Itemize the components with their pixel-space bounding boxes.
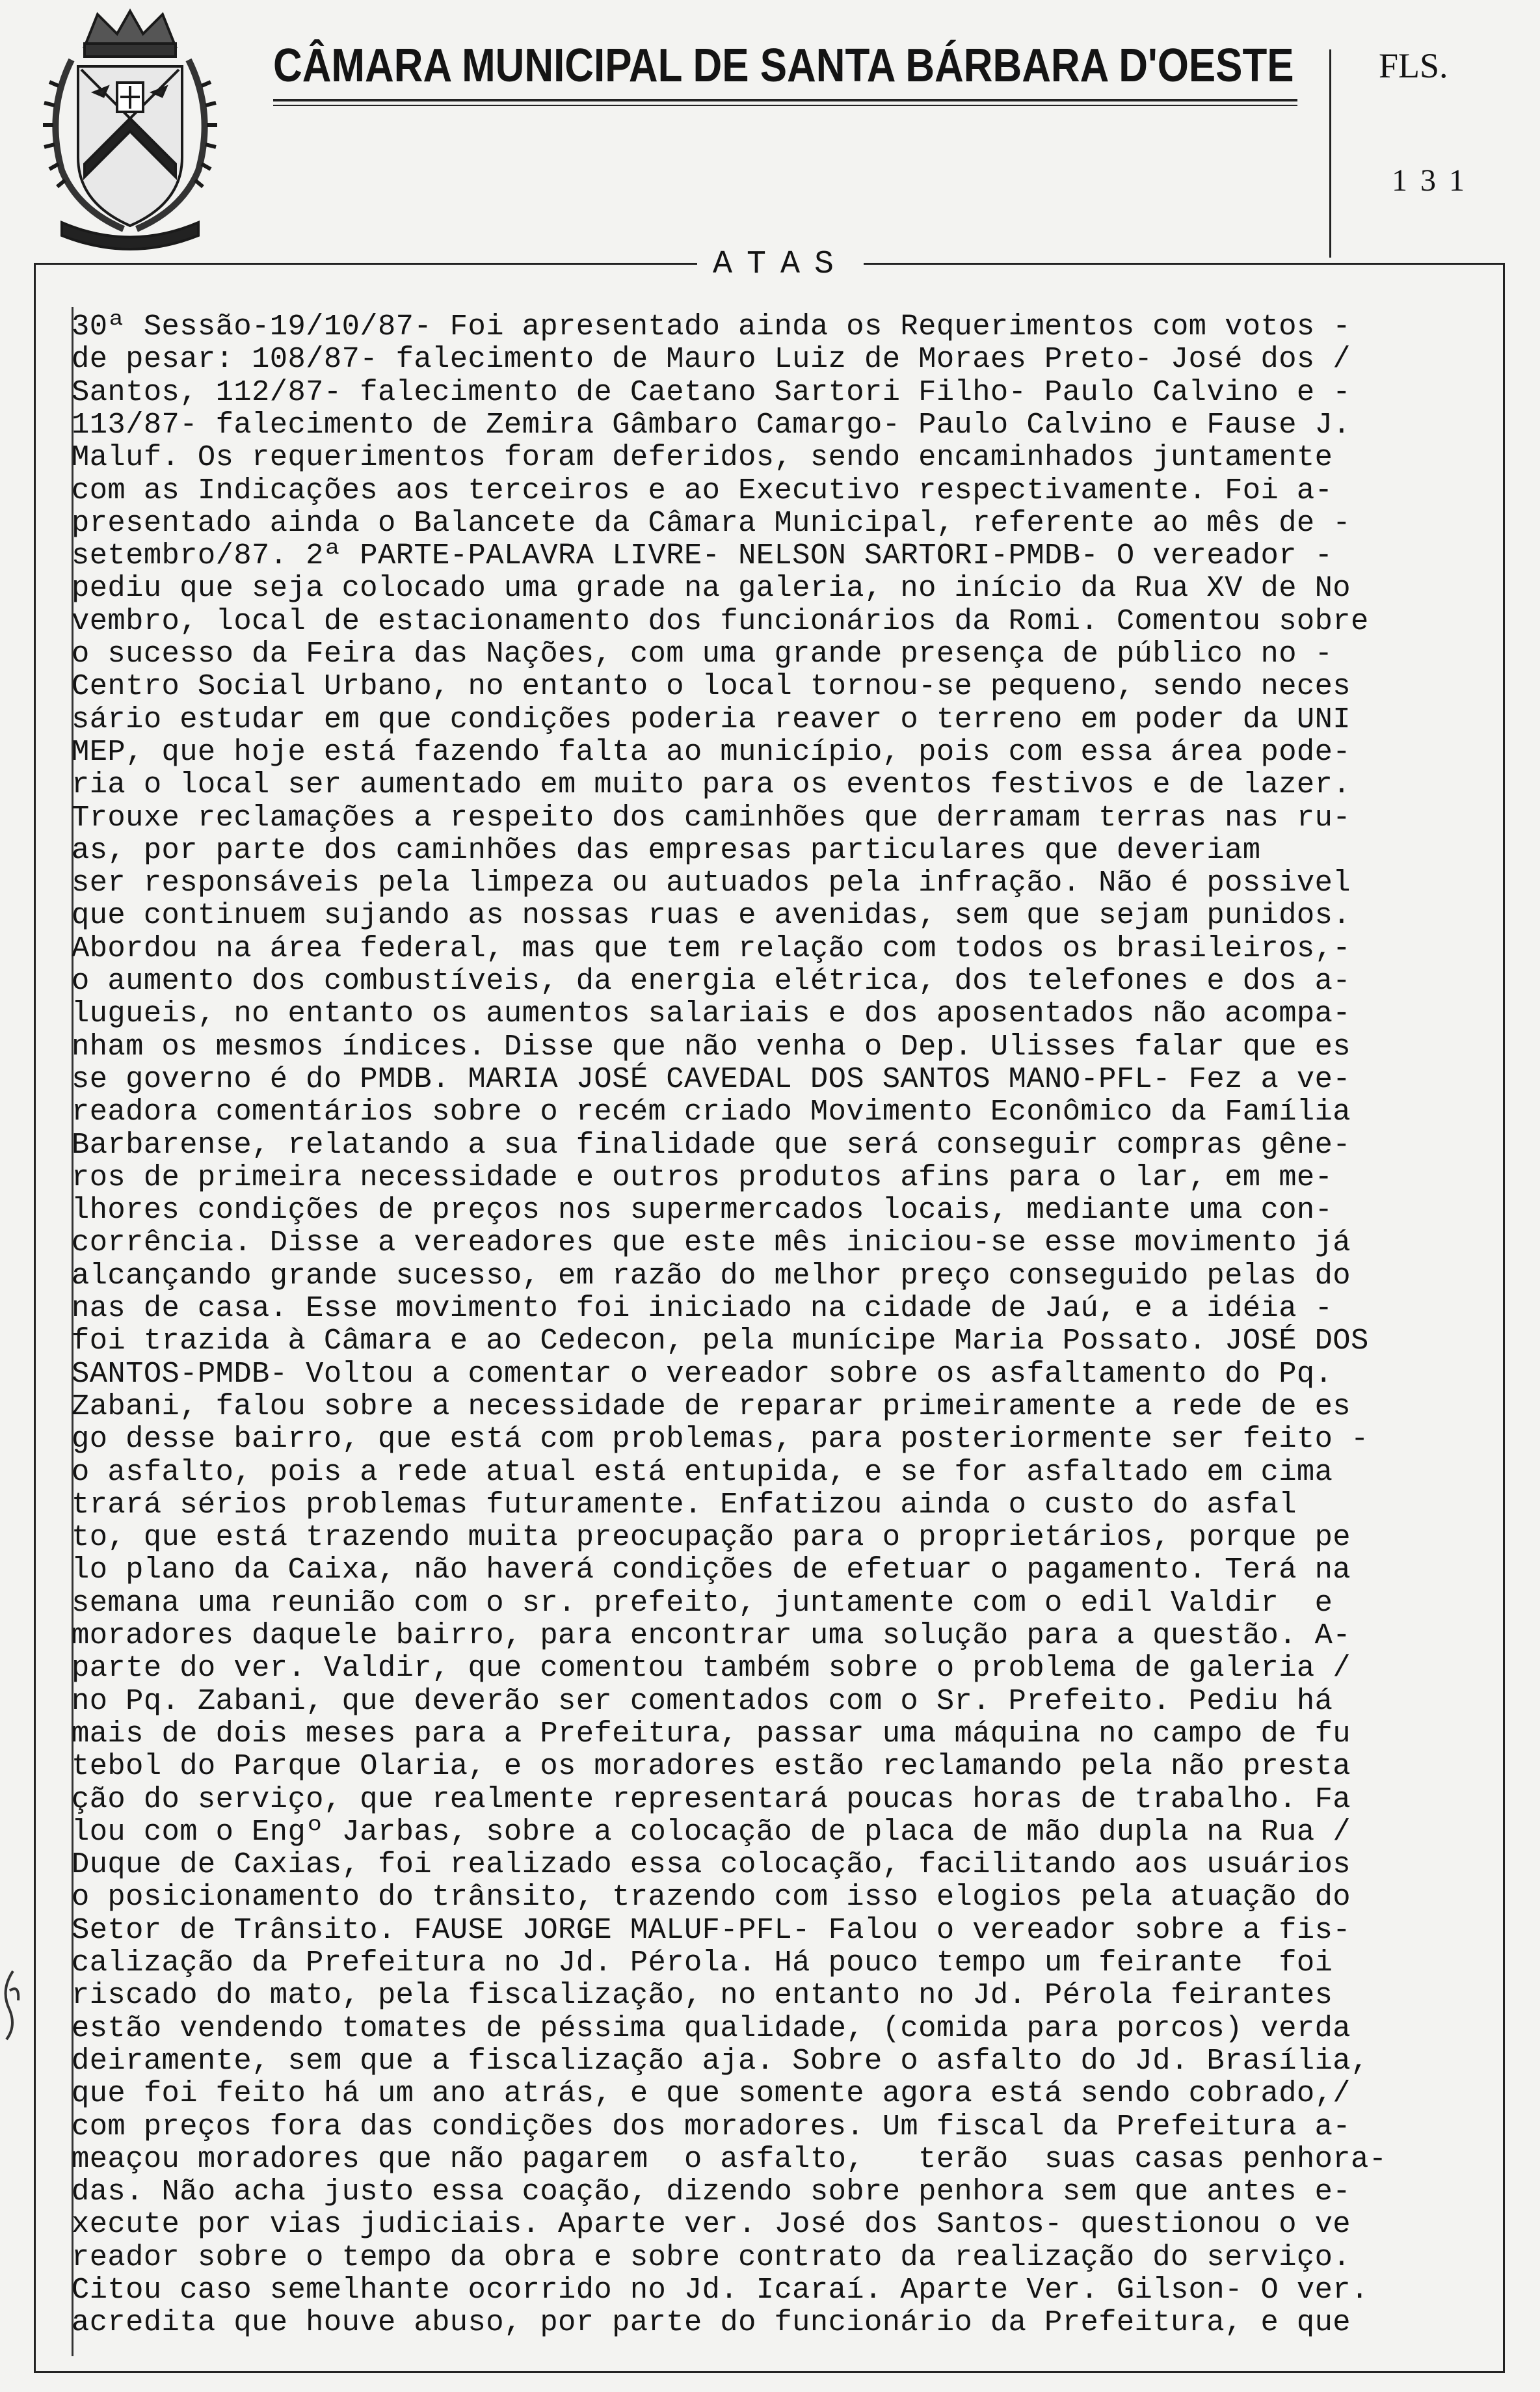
text-line: Setor de Trânsito. FAUSE JORGE MALUF-PFL- Falou o vereador sobre a fis- — [72, 1913, 1351, 1947]
text-line: Centro Social Urbano, no entanto o local tornou-se pequeno, sendo neces — [72, 669, 1351, 704]
text-line: sário estudar em que condições poderia reaver o terreno em poder da UNI — [72, 702, 1351, 736]
text-line: o posicionamento do trânsito, trazendo com isso elogios pela atuação do — [72, 1880, 1351, 1915]
title-rule — [273, 99, 1297, 101]
text-line: lou com o Engº Jarbas, sobre a colocação de placa de mão dupla na Rua / — [72, 1814, 1351, 1849]
text-line: ros de primeira necessidade e outros produtos afins para o lar, em me- — [72, 1160, 1333, 1194]
text-line: se governo é do PMDB. MARIA JOSÉ CAVEDAL DOS SANTOS MANO-PFL- Fez a ve- — [72, 1062, 1351, 1096]
text-line: que continuem sujando as nossas ruas e avenidas, sem que sejam punidos. — [72, 898, 1351, 933]
municipal-crest-icon — [33, 8, 228, 255]
text-line: Citou caso semelhante ocorrido no Jd. Icaraí. Aparte Ver. Gilson- O ver. — [72, 2273, 1369, 2307]
fls-label: FLS. — [1379, 46, 1448, 85]
text-line: lo plano da Caixa, não haverá condições de efetuar o pagamento. Terá na — [72, 1553, 1351, 1587]
text-line: acredita que houve abuso, por parte do funcionário da Prefeitura, e que — [72, 2305, 1351, 2340]
text-line: 113/87- falecimento de Zemira Gâmbaro Camargo- Paulo Calvino e Fause J. — [72, 407, 1351, 442]
text-line: corrência. Disse a vereadores que este mês iniciou-se esse movimento já — [72, 1226, 1351, 1260]
text-line: MEP, que hoje está fazendo falta ao município, pois com essa área pode- — [72, 734, 1351, 769]
text-line: parte do ver. Valdir, que comentou também sobre o problema de galeria / — [72, 1651, 1351, 1686]
text-line: mais de dois meses para a Prefeitura, passar uma máquina no campo de fu — [72, 1716, 1351, 1751]
text-line: 30ª Sessão-19/10/87- Foi apresentado ainda os Requerimentos com votos - — [72, 310, 1351, 343]
text-line: ção do serviço, que realmente representará poucas horas de trabalho. Fa — [72, 1782, 1351, 1816]
text-line: o sucesso da Feira das Nações, com uma grande presença de público no - — [72, 637, 1333, 671]
text-line: lugueis, no entanto os aumentos salariais e dos aposentados não acompa- — [72, 997, 1351, 1031]
title-rule — [273, 105, 1297, 106]
text-line: estão vendendo tomates de péssima qualidade, (comida para porcos) verda — [72, 2011, 1351, 2045]
text-line: no Pq. Zabani, que deverão ser comentados com o Sr. Prefeito. Pediu há — [72, 1684, 1333, 1718]
text-line: xecute por vias judiciais. Aparte ver. José dos Santos- questionou o ve — [72, 2207, 1351, 2242]
text-line: setembro/87. 2ª PARTE-PALAVRA LIVRE- NELSON SARTORI-PMDB- O vereador - — [72, 539, 1333, 573]
text-line: o asfalto, pois a rede atual está entupida, e se for asfaltado em cima — [72, 1455, 1333, 1489]
text-line: o aumento dos combustíveis, da energia elétrica, dos telefones e dos a- — [72, 964, 1351, 998]
text-line: com as Indicações aos terceiros e ao Executivo respectivamente. Foi a- — [72, 473, 1333, 507]
header-divider — [1329, 49, 1331, 258]
text-line: Abordou na área federal, mas que tem relação com todos os brasileiros,- — [72, 931, 1351, 965]
text-line: Trouxe reclamações a respeito dos caminhões que derramam terras nas ru- — [72, 800, 1351, 835]
text-line: riscado do mato, pela fiscalização, no entanto no Jd. Pérola feirantes — [72, 1978, 1333, 2013]
text-line: pediu que seja colocado uma grade na galeria, no início da Rua XV de No — [72, 571, 1351, 606]
text-line: trará sérios problemas futuramente. Enfatizou ainda o custo do asfal — [72, 1487, 1297, 1522]
text-line: as, por parte dos caminhões das empresas particulares que deveriam — [72, 833, 1261, 867]
text-line: alcançando grande sucesso, em razão do melhor preço conseguido pelas do — [72, 1258, 1351, 1293]
text-line: lhores condições de preços nos supermercados locais, mediante uma con- — [72, 1193, 1333, 1228]
text-line: calização da Prefeitura no Jd. Pérola. Há pouco tempo um feirante foi — [72, 1946, 1333, 1980]
text-line: Zabani, falou sobre a necessidade de reparar primeiramente a rede de es — [72, 1389, 1351, 1423]
text-line: reador sobre o tempo da obra e sobre contrato da realização do serviço. — [72, 2240, 1351, 2274]
text-line: to, que está trazendo muita preocupação para o proprietários, porque pe — [72, 1520, 1351, 1555]
section-label: ATAS — [697, 246, 864, 283]
text-line: presentado ainda o Balancete da Câmara Municipal, referente ao mês de - — [72, 505, 1351, 540]
page-title: CÂMARA MUNICIPAL DE SANTA BÁRBARA D'OESTE — [273, 40, 1294, 92]
text-line: ria o local ser aumentado em muito para os eventos festivos e de lazer. — [72, 768, 1351, 802]
text-line: vembro, local de estacionamento dos funcionários da Romi. Comentou sobre — [72, 604, 1369, 638]
text-line: nham os mesmos índices. Disse que não venha o Dep. Ulisses falar que es — [72, 1029, 1351, 1064]
text-line: das. Não acha justo essa coação, dizendo sobre penhora sem que antes e- — [72, 2175, 1351, 2209]
text-line: go desse bairro, que está com problemas, para posteriormente ser feito - — [72, 1422, 1369, 1457]
text-line: que foi feito há um ano atrás, e que somente agora está sendo cobrado,/ — [72, 2076, 1351, 2111]
text-line: semana uma reunião com o sr. prefeito, juntamente com o edil Valdir e — [72, 1585, 1333, 1620]
text-line: deiramente, sem que a fiscalização aja. Sobre o asfalto do Jd. Brasília, — [72, 2043, 1369, 2078]
text-line: de pesar: 108/87- falecimento de Mauro Luiz de Moraes Preto- José dos / — [72, 342, 1351, 377]
text-line: readora comentários sobre o recém criado Movimento Econômico da Família — [72, 1095, 1351, 1129]
text-line: meaçou moradores que não pagarem o asfalto, terão suas casas penhora- — [72, 2142, 1387, 2176]
text-line: Duque de Caxias, foi realizado essa colocação, facilitando aos usuários — [72, 1848, 1351, 1882]
text-line: Maluf. Os requerimentos foram deferidos, sendo encaminhados juntamente — [72, 440, 1333, 475]
text-line: ser responsáveis pela limpeza ou autuados pela infração. Não é possivel — [72, 866, 1351, 900]
margin-handwritten-mark — [0, 1965, 52, 2043]
text-line: Barbarense, relatando a sua finalidade que será conseguir compras gêne- — [72, 1127, 1351, 1162]
text-line: nas de casa. Esse movimento foi iniciado na cidade de Jaú, e a idéia - — [72, 1291, 1333, 1325]
text-line: Santos, 112/87- falecimento de Caetano Sartori Filho- Paulo Calvino e - — [72, 375, 1351, 409]
text-line: foi trazida à Câmara e ao Cedecon, pela munícipe Maria Possato. JOSÉ DOS — [72, 1324, 1369, 1358]
page-number: 131 — [1392, 163, 1478, 198]
text-line: SANTOS-PMDB- Voltou a comentar o vereador sobre os asfaltamento do Pq. — [72, 1356, 1333, 1391]
text-line: moradores daquele bairro, para encontrar uma solução para a questão. A- — [72, 1619, 1351, 1652]
text-line: com preços fora das condições dos moradores. Um fiscal da Prefeitura a- — [72, 2109, 1351, 2143]
text-line: tebol do Parque Olaria, e os moradores estão reclamando pela não presta — [72, 1749, 1351, 1784]
